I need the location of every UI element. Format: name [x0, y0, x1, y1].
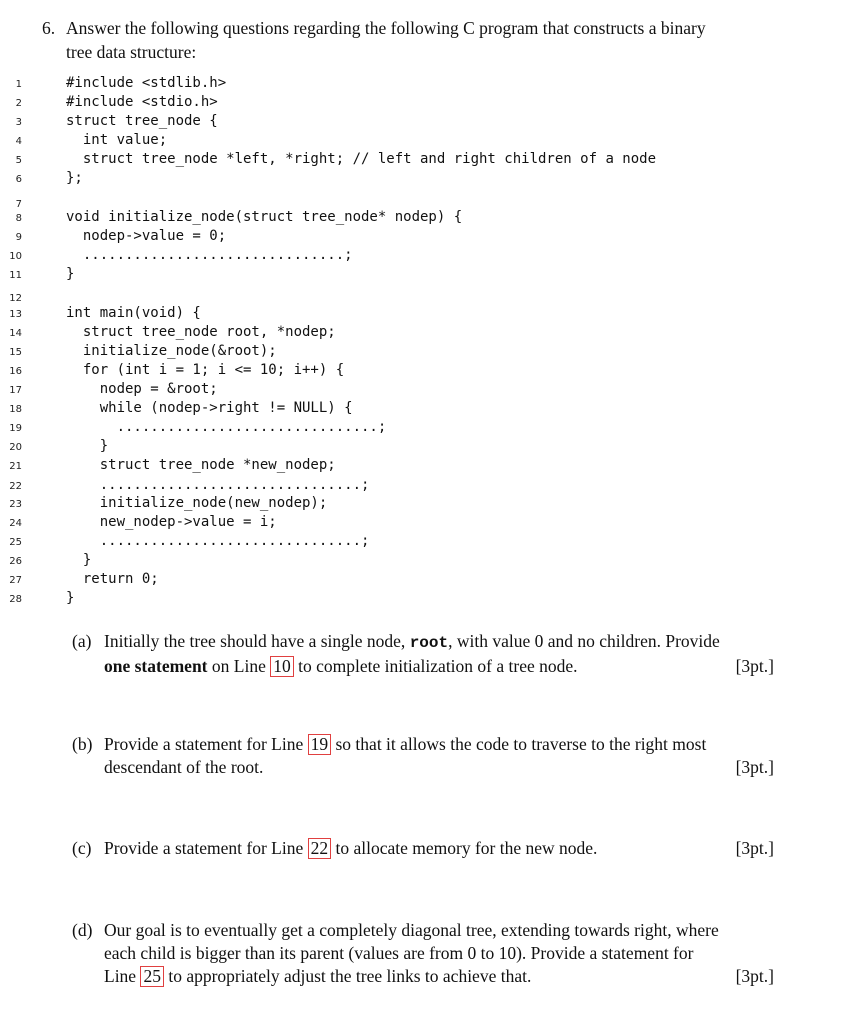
code-text: initialize_node(&root);: [66, 343, 277, 359]
line-number: 19: [9, 423, 22, 434]
code-text: ...............................;: [66, 247, 353, 263]
part-a-text: Initially the tree should have a single node,: [104, 631, 410, 651]
code-text: ...............................;: [66, 419, 387, 435]
part-b: [72, 733, 774, 779]
code-line: [0, 227, 845, 246]
code-line: [0, 150, 845, 169]
part-d-text-line3: Line: [104, 966, 141, 986]
code-line: [0, 304, 845, 323]
code-text: struct tree_node *new_nodep;: [66, 457, 336, 473]
code-line: [0, 513, 845, 532]
code-line: [0, 380, 845, 399]
line-number: 16: [9, 366, 22, 377]
part-c: [72, 837, 774, 860]
code-text: }: [66, 552, 92, 568]
code-text: struct tree_node {: [66, 113, 218, 129]
line-number: 10: [9, 251, 22, 262]
part-b-text: Provide a statement for Line: [104, 734, 308, 754]
question-text-line2: tree data structure:: [66, 42, 197, 62]
line-number: 2: [15, 98, 22, 109]
part-d-text-line2: each child is bigger than its parent (values are from 0 to 10). Provide a statement for: [104, 943, 694, 963]
line-number: 26: [9, 556, 22, 567]
part-a-text-end: to complete initialization of a tree node.: [293, 656, 578, 676]
emphasis-one-statement: one statement: [104, 656, 208, 676]
line-number: 15: [9, 347, 22, 358]
line-number: 12: [9, 293, 22, 304]
part-a-text-cont: , with value 0 and no children. Provide: [448, 631, 720, 651]
question-header: [42, 16, 782, 64]
code-line: [0, 476, 845, 495]
line-link-19[interactable]: 19: [308, 734, 332, 755]
line-number: 7: [15, 199, 22, 210]
code-line: [0, 589, 845, 608]
code-line: [0, 93, 845, 112]
part-a-points: [3pt.]: [735, 656, 774, 676]
code-text: initialize_node(new_nodep);: [66, 495, 328, 511]
line-number: 24: [9, 518, 22, 529]
code-text: struct tree_node root, *nodep;: [66, 324, 336, 340]
line-number: 1: [15, 79, 22, 90]
part-c-text: Provide a statement for Line: [104, 838, 308, 858]
code-line: [0, 131, 845, 150]
inline-code-root: root: [409, 634, 449, 652]
code-text: for (int i = 1; i <= 10; i++) {: [66, 362, 345, 378]
code-line: [0, 361, 845, 380]
line-link-22[interactable]: 22: [308, 838, 332, 859]
code-text: return 0;: [66, 571, 159, 587]
code-line: [0, 399, 845, 418]
part-d-label: (d): [72, 920, 93, 940]
part-b-text-end: descendant of the root.: [104, 757, 264, 777]
part-d: [72, 919, 774, 988]
code-line: [0, 551, 845, 570]
line-number: 18: [9, 404, 22, 415]
code-text: int main(void) {: [66, 305, 201, 321]
code-line: [0, 208, 845, 227]
question-text-line1: Answer the following questions regarding the following C program that constructs a binary: [66, 18, 706, 38]
code-line: [0, 437, 845, 456]
code-line: [0, 169, 845, 188]
part-d-text-line1: Our goal is to eventually get a completely diagonal tree, extending towards right, where: [104, 920, 719, 940]
line-number: 17: [9, 385, 22, 396]
code-text: }: [66, 590, 75, 606]
code-line: [0, 570, 845, 589]
code-text: }: [66, 266, 75, 282]
code-text: #include <stdio.h>: [66, 94, 218, 110]
line-number: 27: [9, 575, 22, 586]
part-d-text-end: to appropriately adjust the tree links to achieve that.: [163, 966, 532, 986]
line-number: 3: [15, 117, 22, 128]
line-number: 8: [15, 213, 22, 224]
part-a-line-ref-text: on Line: [207, 656, 271, 676]
line-number: 25: [9, 537, 22, 548]
line-number: 28: [9, 594, 22, 605]
code-line: [0, 74, 845, 93]
code-text: void initialize_node(struct tree_node* nodep) {: [66, 209, 463, 225]
part-b-points: [3pt.]: [735, 757, 774, 777]
part-b-label: (b): [72, 734, 93, 754]
code-text: };: [66, 170, 83, 186]
line-number: 11: [9, 270, 22, 281]
line-number: 14: [9, 328, 22, 339]
part-c-text-end: to allocate memory for the new node.: [331, 838, 598, 858]
code-line: [0, 246, 845, 265]
code-line: [0, 112, 845, 131]
line-number: 4: [15, 136, 22, 147]
code-text: while (nodep->right != NULL) {: [66, 400, 353, 416]
code-text: int value;: [66, 132, 168, 148]
code-line: [0, 494, 845, 513]
line-number: 5: [15, 155, 22, 166]
code-text: struct tree_node *left, *right; // left and right children of a node: [66, 151, 657, 167]
code-text: nodep->value = 0;: [66, 228, 227, 244]
code-text: }: [66, 438, 109, 454]
line-number: 6: [15, 174, 22, 185]
part-c-label: (c): [72, 838, 92, 858]
line-number: 20: [9, 442, 22, 453]
part-b-text-cont: so that it allows the code to traverse to the right most: [331, 734, 707, 754]
code-text: #include <stdlib.h>: [66, 75, 227, 91]
code-line: [0, 456, 845, 475]
part-a-label: (a): [72, 631, 92, 651]
code-text: nodep = &root;: [66, 381, 218, 397]
line-number: 23: [9, 499, 22, 510]
line-link-10[interactable]: 10: [270, 656, 294, 677]
code-text: ...............................;: [66, 477, 370, 493]
code-line: [0, 342, 845, 361]
line-number: 22: [9, 481, 22, 492]
part-c-points: [3pt.]: [735, 838, 774, 858]
code-line: [0, 265, 845, 284]
code-text: new_nodep->value = i;: [66, 514, 277, 530]
question-number: 6.: [42, 18, 56, 38]
line-number: 21: [9, 461, 22, 472]
code-line: [0, 323, 845, 342]
code-text: ...............................;: [66, 533, 370, 549]
code-line: [0, 418, 845, 437]
line-number: 9: [15, 232, 22, 243]
part-a: [72, 630, 774, 678]
line-link-25[interactable]: 25: [140, 966, 164, 987]
line-number: 13: [9, 309, 22, 320]
code-line: [0, 532, 845, 551]
part-d-points: [3pt.]: [735, 966, 774, 986]
